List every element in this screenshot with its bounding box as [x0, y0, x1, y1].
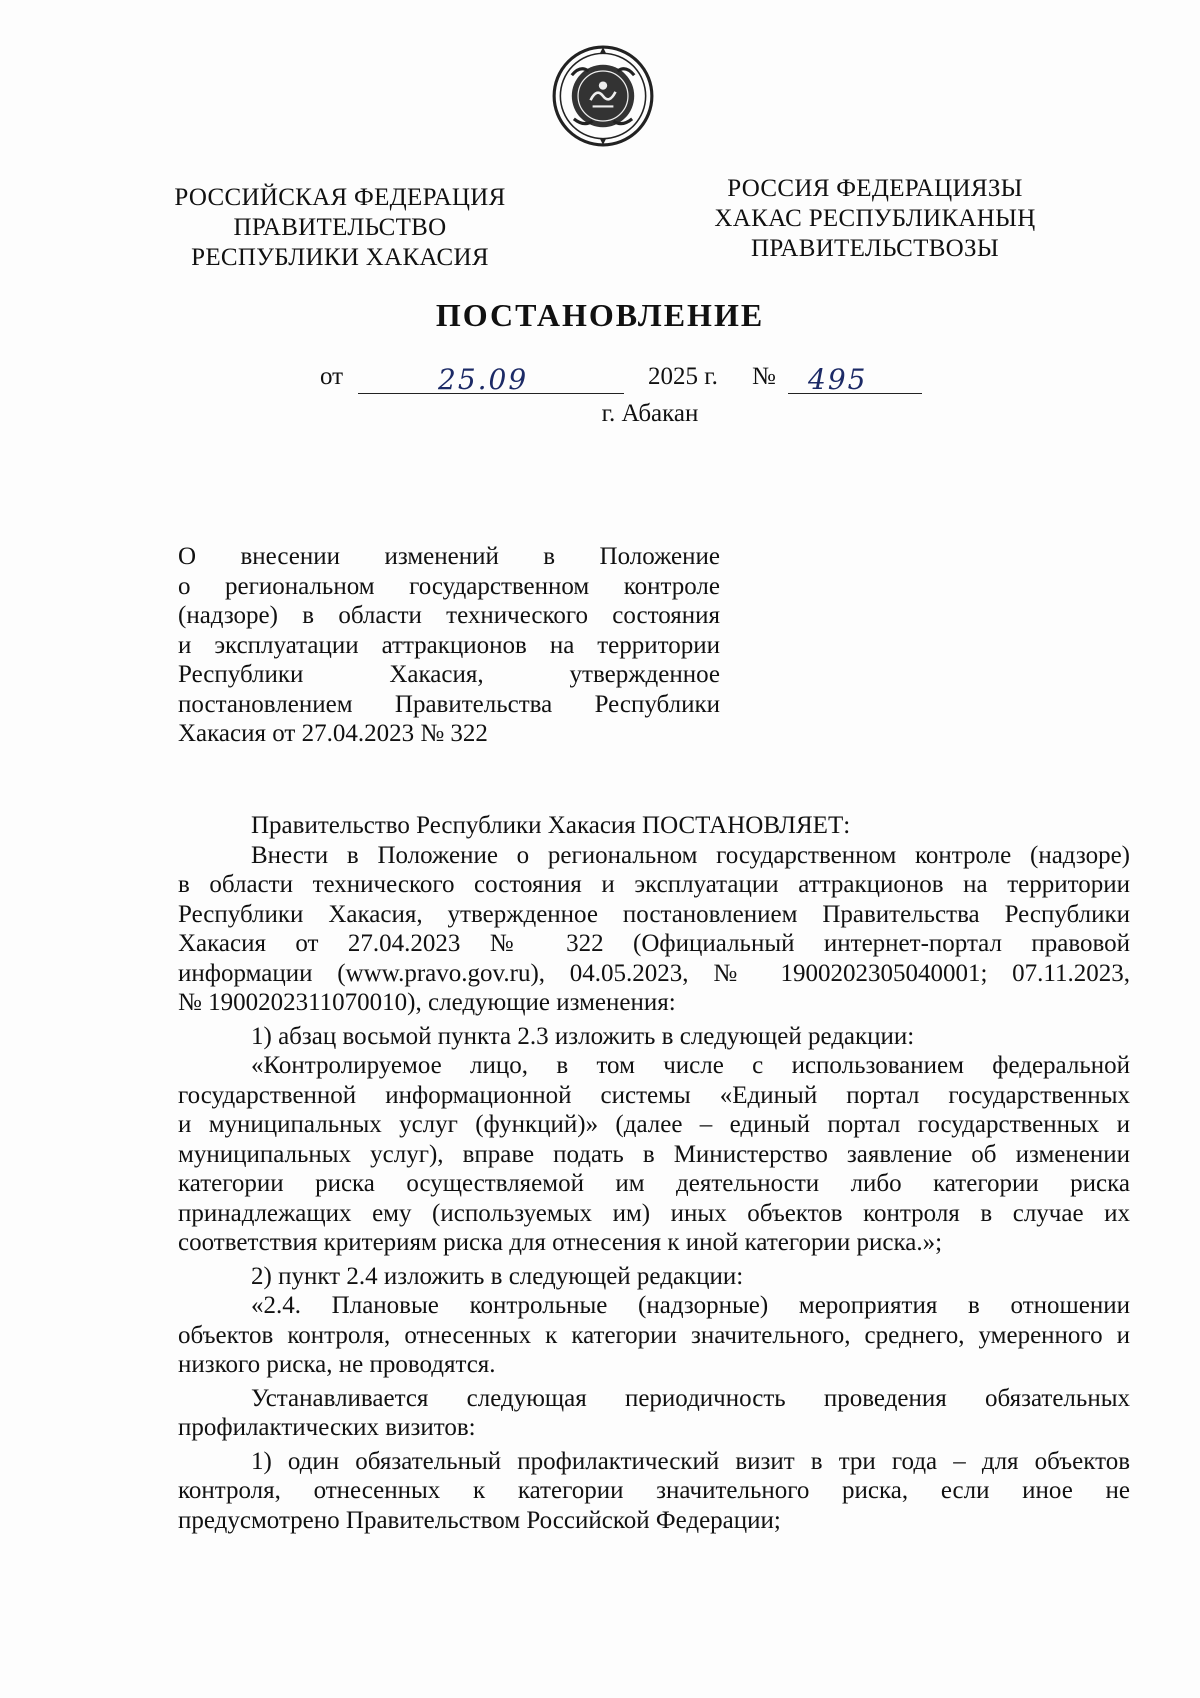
body-line: 2) пункт 2.4 изложить в следующей редакции: — [251, 1262, 744, 1290]
body-line: Хакасия от 27.04.2023 № 322 (Официальный интернет-портал правовой — [178, 930, 1130, 957]
subject-line: постановлением Правительства Республики — [178, 690, 720, 718]
handwritten-number: 495 — [808, 363, 868, 396]
header-right-line: РОССИЯ ФЕДЕРАЦИЯЗЫ — [727, 175, 1023, 202]
subject-heading — [178, 542, 720, 749]
header-left-line: РОССИЙСКАЯ ФЕДЕРАЦИЯ — [174, 184, 506, 211]
body-line: соответствия критериям риска для отнесения к иной категории риска.»; — [178, 1229, 943, 1256]
date-from-label: от — [320, 363, 344, 390]
document-title: ПОСТАНОВЛЕНИЕ — [435, 297, 765, 333]
body-line: предусмотрено Правительством Российской Федерации; — [178, 1506, 781, 1534]
body-line: № 1900202311070010), следующие изменения: — [178, 989, 676, 1016]
body-line: Республики Хакасия, утвержденное постановлением Правительства Республики — [178, 900, 1130, 928]
city-label: г. Абакан — [601, 400, 699, 427]
body-line: профилактических визитов: — [178, 1414, 476, 1441]
body-line: «Контролируемое лицо, в том числе с использованием федеральной — [251, 1052, 1130, 1079]
body-line: муниципальных услуг), вправе подать в Министерство заявление об изменении — [178, 1140, 1130, 1168]
subject-line: О внесении изменений в Положение — [178, 543, 720, 570]
body-line: контроля, отнесенных к категории значительного риска, если иное не — [178, 1477, 1130, 1504]
khakassia-coat-of-arms-icon — [551, 44, 655, 148]
body-line: принадлежащих ему (используемых им) иных объектов контроля в случае их — [178, 1199, 1130, 1227]
header-left-line: РЕСПУБЛИКИ ХАКАСИЯ — [191, 244, 489, 271]
body-line: Внести в Положение о региональном государственном контроле (надзоре) — [251, 841, 1130, 869]
body-line: информации (www.pravo.gov.ru), 04.05.2023, № 1900202305040001; 07.11.2023, — [178, 959, 1130, 987]
subject-line: Республики Хакасия, утвержденное — [178, 661, 720, 688]
header-right-block — [690, 174, 1060, 264]
number-label: № — [752, 363, 776, 390]
body-line: «2.4. Плановые контрольные (надзорные) мероприятия в отношении — [251, 1292, 1130, 1319]
body-line: 1) один обязательный профилактический визит в три года – для объектов — [251, 1447, 1130, 1475]
header-right-line: ХАКАС РЕСПУБЛИКАНЫҢ — [714, 205, 1036, 232]
subject-line: о региональном государственном контроле — [178, 572, 720, 600]
header-right-line: ПРАВИТЕЛЬСТВОЗЫ — [751, 235, 999, 262]
subject-line: Хакасия от 27.04.2023 № 322 — [178, 720, 488, 747]
body-line: низкого риска, не проводятся. — [178, 1351, 496, 1378]
body-line: объектов контроля, отнесенных к категории значительного, среднего, умеренного и — [178, 1321, 1130, 1349]
document-body — [178, 811, 1130, 1535]
subject-line: и эксплуатации аттракционов на территории — [178, 631, 720, 659]
body-line: Правительство Республики Хакасия ПОСТАНОВЛЯЕТ: — [251, 812, 851, 839]
body-line: государственной информационной системы «Единый портал государственных — [178, 1081, 1130, 1109]
body-line: и муниципальных услуг (функций)» (далее – единый портал государственных и — [178, 1111, 1130, 1138]
body-line: Устанавливается следующая периодичность проведения обязательных — [251, 1384, 1130, 1412]
subject-line: (надзоре) в области технического состояния — [178, 602, 720, 629]
body-line: категории риска осуществляемой им деятельности либо категории риска — [178, 1170, 1130, 1197]
handwritten-date: 25.09 — [438, 363, 529, 396]
body-line: 1) абзац восьмой пункта 2.3 изложить в следующей редакции: — [251, 1022, 915, 1050]
body-line: в области технического состояния и эксплуатации аттракционов на территории — [178, 871, 1130, 898]
year-label: 2025 г. — [648, 363, 718, 390]
header-left-line: ПРАВИТЕЛЬСТВО — [233, 214, 447, 241]
header-left-block — [170, 183, 510, 273]
